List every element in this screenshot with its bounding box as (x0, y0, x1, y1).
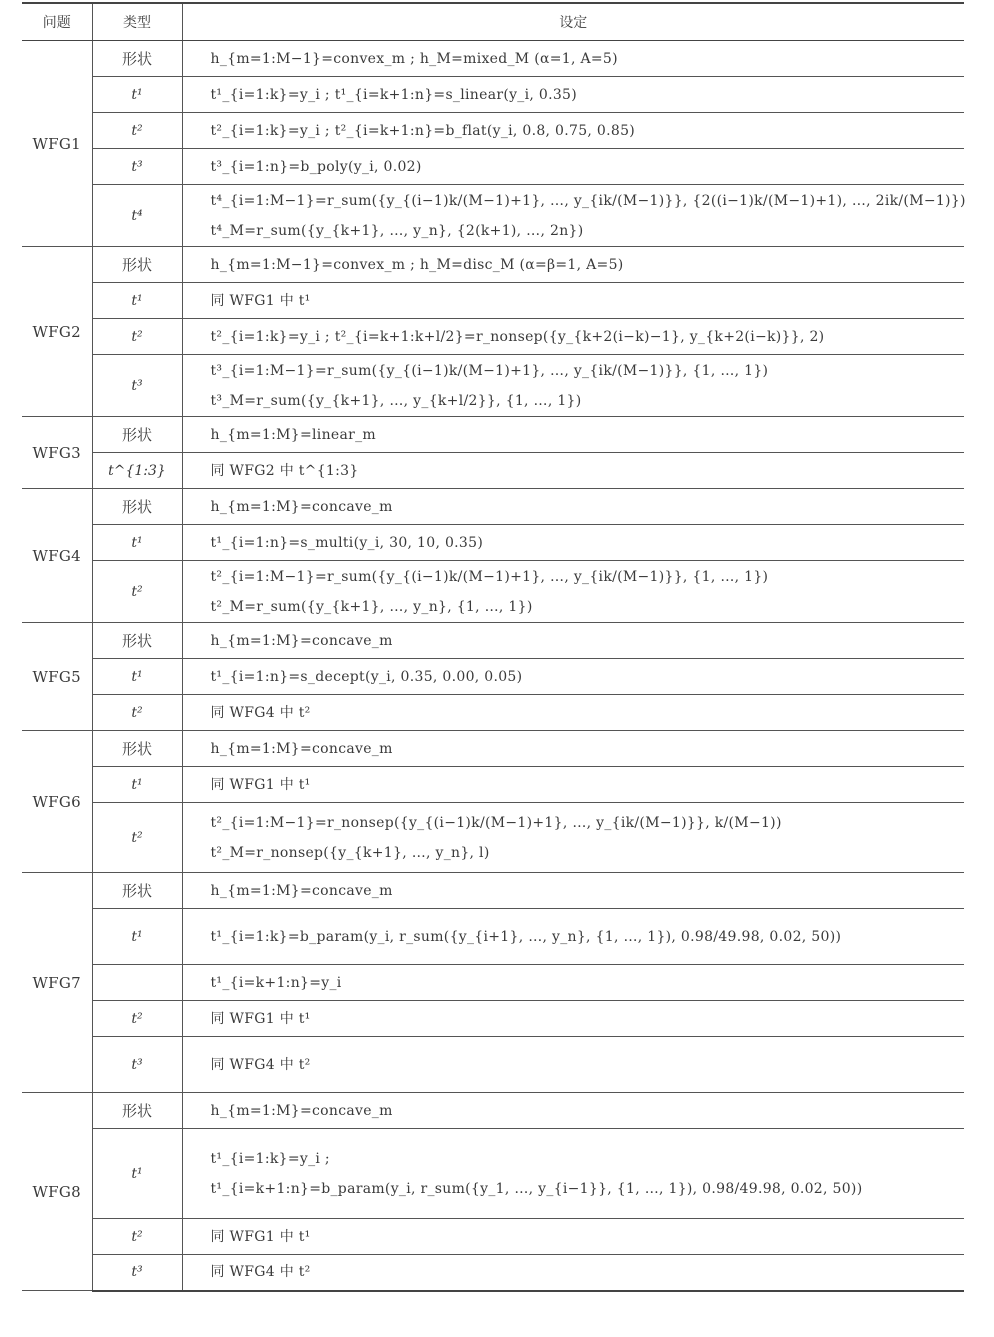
setting-cell (182, 185, 964, 247)
setting-cell (182, 695, 964, 731)
problem-cell: WFG5 (22, 623, 92, 731)
setting-line: t¹_{i=k+1:n}=b_param(y_i, r_sum({y_1, …, y_{i−1}}, {1, …, 1}), 0.98/49.98, 0.02, 50)) (210, 1180, 863, 1197)
setting-cell (182, 1129, 964, 1219)
setting-line: t²_{i=1:M−1}=r_nonsep({y_{(i−1)k/(M−1)+1}, …, y_{ik/(M−1)}}, k/(M−1)) (210, 814, 782, 831)
setting-cell (182, 873, 964, 909)
type-cell: t² (92, 803, 182, 873)
setting-cell (182, 659, 964, 695)
type-cell: t² (92, 113, 182, 149)
type-cell: 形状 (92, 489, 182, 525)
setting-line: t⁴_M=r_sum({y_{k+1}, …, y_n}, {2(k+1), …, 2n}) (210, 222, 584, 239)
setting-cell (182, 909, 964, 965)
table-row (22, 489, 964, 525)
type-cell (92, 965, 182, 1001)
table-row (22, 77, 964, 113)
type-cell: 形状 (92, 623, 182, 659)
table-row (22, 1093, 964, 1129)
type-cell: t¹ (92, 659, 182, 695)
problem-cell: WFG1 (22, 41, 92, 247)
setting-cell (182, 1037, 964, 1093)
problem-cell: WFG7 (22, 873, 92, 1093)
setting-line: 同 WFG4 中 t² (210, 704, 311, 721)
setting-cell (182, 319, 964, 355)
header-type: 类型 (92, 3, 182, 41)
type-cell: 形状 (92, 731, 182, 767)
table-row (22, 695, 964, 731)
setting-line: 同 WFG1 中 t¹ (210, 776, 311, 793)
table-row (22, 1037, 964, 1093)
table-row (22, 1255, 964, 1291)
table-row (22, 909, 964, 965)
setting-line: t³_M=r_sum({y_{k+1}, …, y_{k+l/2}}, {1, …, 1}) (210, 392, 582, 409)
setting-cell (182, 767, 964, 803)
setting-line: t¹_{i=1:k}=y_i ; t¹_{i=k+1:n}=s_linear(y_i, 0.35) (210, 86, 578, 103)
setting-line: t⁴_{i=1:M−1}=r_sum({y_{(i−1)k/(M−1)+1}, …, y_{ik/(M−1)}}, {2((i−1)k/(M−1)+1), …, 2ik/(M−1)}) (210, 192, 966, 209)
setting-cell (182, 525, 964, 561)
setting-line: h_{m=1:M}=linear_m (210, 426, 376, 443)
table-row (22, 283, 964, 319)
setting-line: h_{m=1:M}=concave_m (210, 740, 393, 757)
setting-cell (182, 623, 964, 659)
setting-line: h_{m=1:M}=concave_m (210, 498, 393, 515)
type-cell: t³ (92, 1037, 182, 1093)
setting-cell (182, 1255, 964, 1291)
problem-cell: WFG3 (22, 417, 92, 489)
setting-line: t²_{i=1:k}=y_i ; t²_{i=k+1:k+l/2}=r_nonsep({y_{k+2(i−k)−1}, y_{k+2(i−k)}}, 2) (210, 328, 825, 345)
setting-cell (182, 489, 964, 525)
setting-cell (182, 113, 964, 149)
type-cell: 形状 (92, 247, 182, 283)
setting-cell (182, 1093, 964, 1129)
type-cell: t¹ (92, 525, 182, 561)
setting-line: 同 WFG1 中 t¹ (210, 1010, 311, 1027)
type-cell: t¹ (92, 909, 182, 965)
table-body (22, 41, 964, 1291)
setting-cell (182, 1001, 964, 1037)
table-row (22, 965, 964, 1001)
table-row (22, 873, 964, 909)
type-cell: t¹ (92, 77, 182, 113)
problem-cell: WFG4 (22, 489, 92, 623)
setting-line: h_{m=1:M}=concave_m (210, 632, 393, 649)
setting-line: t³_{i=1:n}=b_poly(y_i, 0.02) (210, 158, 422, 175)
table-row (22, 1129, 964, 1219)
table-row (22, 185, 964, 247)
setting-line: t²_{i=1:k}=y_i ; t²_{i=k+1:n}=b_flat(y_i, 0.8, 0.75, 0.85) (210, 122, 636, 139)
type-cell: t³ (92, 149, 182, 185)
type-cell: t¹ (92, 283, 182, 319)
table-row (22, 319, 964, 355)
setting-line: h_{m=1:M}=concave_m (210, 1102, 393, 1119)
type-cell: t¹ (92, 767, 182, 803)
header-problem: 问题 (22, 3, 92, 41)
setting-cell (182, 41, 964, 77)
type-cell: 形状 (92, 417, 182, 453)
table-row (22, 41, 964, 77)
table-row (22, 247, 964, 283)
table-row (22, 149, 964, 185)
setting-cell (182, 1219, 964, 1255)
setting-cell (182, 149, 964, 185)
setting-line: t²_{i=1:M−1}=r_sum({y_{(i−1)k/(M−1)+1}, …, y_{ik/(M−1)}}, {1, …, 1}) (210, 568, 769, 585)
table-row (22, 731, 964, 767)
table-row (22, 767, 964, 803)
type-cell: 形状 (92, 1093, 182, 1129)
setting-line: 同 WFG1 中 t¹ (210, 1228, 311, 1245)
setting-line: t¹_{i=1:n}=s_decept(y_i, 0.35, 0.00, 0.05) (210, 668, 523, 685)
type-cell: t³ (92, 1255, 182, 1291)
type-cell: t² (92, 1001, 182, 1037)
type-cell: t¹ (92, 1129, 182, 1219)
setting-line: h_{m=1:M−1}=convex_m ; h_M=mixed_M (α=1, A=5) (210, 50, 618, 67)
setting-line: t¹_{i=1:n}=s_multi(y_i, 30, 10, 0.35) (210, 534, 484, 551)
header-row (22, 3, 964, 41)
setting-cell (182, 283, 964, 319)
type-cell: t^{1:3} (92, 453, 182, 489)
setting-line: t¹_{i=1:k}=b_param(y_i, r_sum({y_{i+1}, …, y_n}, {1, …, 1}), 0.98/49.98, 0.02, 50)) (210, 928, 842, 945)
setting-line: h_{m=1:M−1}=convex_m ; h_M=disc_M (α=β=1, A=5) (210, 256, 624, 273)
type-cell: t² (92, 561, 182, 623)
setting-line: t¹_{i=1:k}=y_i ; (210, 1150, 330, 1167)
table-row (22, 1001, 964, 1037)
type-cell: 形状 (92, 41, 182, 77)
setting-cell (182, 417, 964, 453)
setting-cell (182, 247, 964, 283)
setting-cell (182, 803, 964, 873)
type-cell: t³ (92, 355, 182, 417)
table-row (22, 453, 964, 489)
setting-line: t¹_{i=k+1:n}=y_i (210, 974, 342, 991)
setting-line: t³_{i=1:M−1}=r_sum({y_{(i−1)k/(M−1)+1}, …, y_{ik/(M−1)}}, {1, …, 1}) (210, 362, 769, 379)
table-row (22, 803, 964, 873)
table-row (22, 1219, 964, 1255)
problem-cell: WFG2 (22, 247, 92, 417)
setting-line: t²_M=r_nonsep({y_{k+1}, …, y_n}, l) (210, 844, 490, 861)
setting-cell (182, 355, 964, 417)
type-cell: 形状 (92, 873, 182, 909)
setting-cell (182, 453, 964, 489)
table-row (22, 623, 964, 659)
type-cell: t² (92, 695, 182, 731)
problem-cell: WFG6 (22, 731, 92, 873)
setting-cell (182, 561, 964, 623)
setting-cell (182, 731, 964, 767)
setting-cell (182, 965, 964, 1001)
type-cell: t² (92, 319, 182, 355)
setting-line: h_{m=1:M}=concave_m (210, 882, 393, 899)
setting-line: 同 WFG4 中 t² (210, 1056, 311, 1073)
table-row (22, 659, 964, 695)
table-row (22, 525, 964, 561)
header-setting: 设定 (182, 3, 964, 41)
table-row (22, 113, 964, 149)
setting-cell (182, 77, 964, 113)
setting-line: 同 WFG2 中 t^{1:3} (210, 462, 359, 479)
type-cell: t⁴ (92, 185, 182, 247)
table-row (22, 417, 964, 453)
table-row (22, 561, 964, 623)
setting-line: 同 WFG4 中 t² (210, 1264, 311, 1281)
wfg-settings-table (22, 2, 964, 1292)
table-row (22, 355, 964, 417)
problem-cell: WFG8 (22, 1093, 92, 1291)
type-cell: t² (92, 1219, 182, 1255)
setting-line: 同 WFG1 中 t¹ (210, 292, 311, 309)
setting-line: t²_M=r_sum({y_{k+1}, …, y_n}, {1, …, 1}) (210, 598, 533, 615)
